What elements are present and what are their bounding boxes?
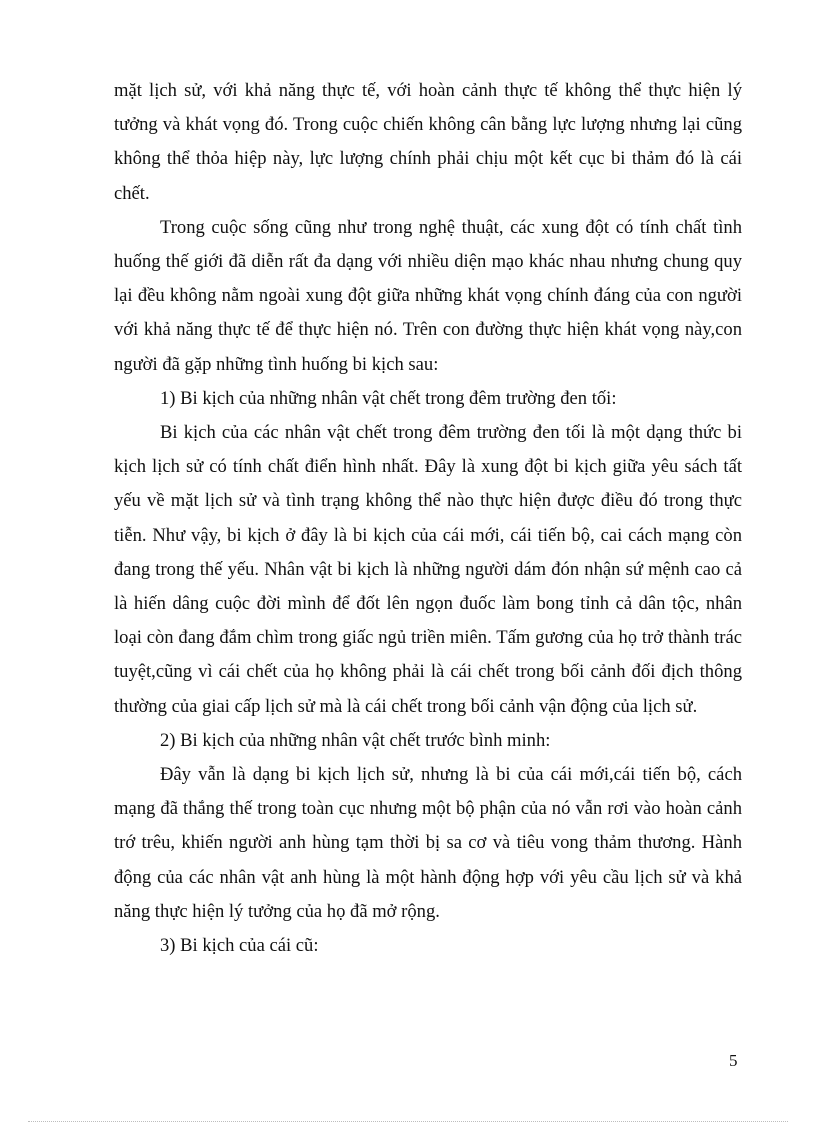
paragraph-tragedy-2: Đây vẫn là dạng bi kịch lịch sử, nhưng là bi của cái mới,cái tiến bộ, cách mạng đã thắng thế trong toàn cục nhưng một bộ phận của nó vẫn rơi vào hoàn cảnh trớ trêu, khiến người anh hùng tạm thời bị sa cơ và tiêu vong thảm thương. Hành động của các nhân vật anh hùng là một hành động hợp với yêu cầu lịch sử và khả năng thực hiện lý tưởng của họ đã mở rộng. (114, 764, 742, 922)
heading-tragedy-3: 3) Bi kịch của cái cũ: (160, 935, 319, 957)
footer-divider (28, 1121, 788, 1122)
paragraph-continuation: mặt lịch sử, với khả năng thực tế, với hoàn cảnh thực tế không thể thực hiện lý tưởng và khát vọng đó. Trong cuộc chiến không cân bằng lực lượng nhưng lại cũng không thể thỏa hiệp này, lực lượng chính phải chịu một kết cục bi thảm đó là cái chết. (114, 80, 742, 204)
document-body (114, 74, 742, 963)
page-number: 5 (729, 1051, 738, 1070)
heading-tragedy-1: 1) Bi kịch của những nhân vật chết trong đêm trường đen tối: (160, 387, 617, 409)
heading-tragedy-2: 2) Bi kịch của những nhân vật chết trước bình minh: (160, 729, 551, 751)
paragraph-intro: Trong cuộc sống cũng như trong nghệ thuật, các xung đột có tính chất tình huống thế giới đã diễn rất đa dạng với nhiều diện mạo khác nhau nhưng chung quy lại đều không nằm ngoài xung đột giữa những khát vọng chính đáng của con người với khả năng thực tế để thực hiện nó. Trên con đường thực hiện khát vọng này,con người đã gặp những tình huống bi kịch sau: (114, 216, 742, 375)
paragraph-tragedy-1: Bi kịch của các nhân vật chết trong đêm trường đen tối là một dạng thức bi kịch lịch sử có tính chất điển hình nhất. Đây là xung đột bi kịch giữa yêu sách tất yếu về mặt lịch sử và tình trạng không thể nào thực hiện được điều đó trong thực tiễn. Như vậy, bi kịch ở đây là bi kịch của cái mới, cái tiến bộ, cai cách mạng còn đang trong thế yếu. Nhân vật bi kịch là những người dám đón nhận sứ mệnh cao cả là hiến dâng cuộc đời mình để đốt lên ngọn đuốc làm bong tỉnh cả dân tộc, nhân loại còn đang đắm chìm trong giấc ngủ triền miên. Tấm gương của họ trở thành trác tuyệt,cũng vì cái chết của họ không phải là cái chết trong bối cảnh đối địch thông thường của giai cấp lịch sử mà là cái chết trong bối cảnh vận động của lịch sử. (114, 422, 742, 717)
